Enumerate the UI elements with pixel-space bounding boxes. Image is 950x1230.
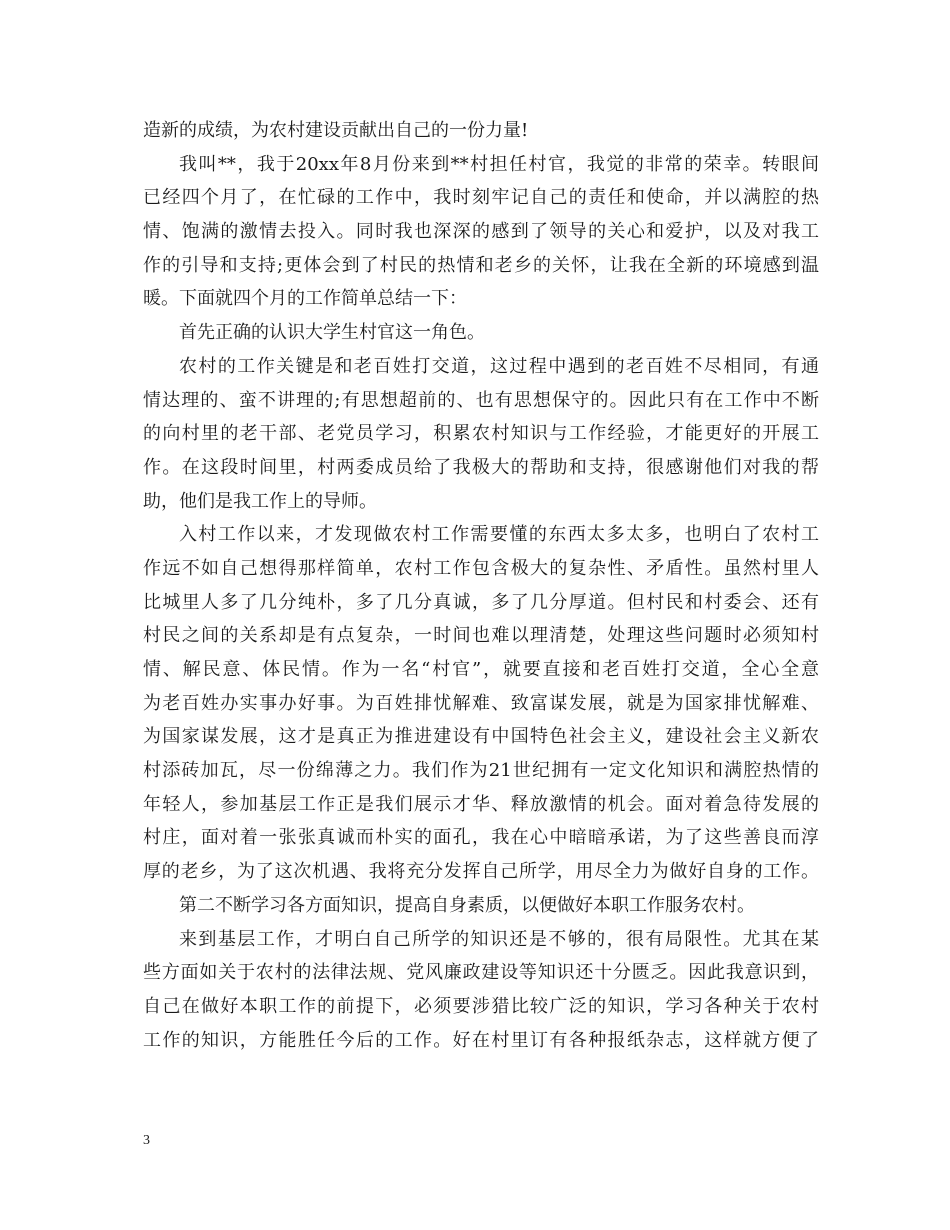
page-number: 3 — [143, 1133, 150, 1148]
text-line: 的向村里的老干部、老党员学习，积累农村知识与工作经验，才能更好的开展工 — [143, 423, 819, 445]
text-line: 村民之间的关系却是有点复杂，一时间也难以理清楚，处理这些问题时必须知村 — [143, 625, 819, 647]
text-line: 村庄，面对着一张张真诚而朴实的面孔，我在心中暗暗承诺，为了这些善良而淳 — [143, 827, 819, 849]
text-line: 些方面如关于农村的法律法规、党风廉政建设等知识还十分匮乏。因此我意识到， — [143, 962, 819, 984]
text-line: 作远不如自己想得那样简单，农村工作包含极大的复杂性、矛盾性。虽然村里人 — [143, 557, 819, 579]
document-body — [143, 114, 819, 1057]
text-line: 村添砖加瓦，尽一份绵薄之力。我们作为21世纪拥有一定文化知识和满腔热情的 — [143, 760, 819, 782]
text-line: 暖。下面就四个月的工作简单总结一下： — [143, 288, 467, 310]
text-line: 为国家谋发展，这才是真正为推进建设有中国特色社会主义，建设社会主义新农 — [143, 726, 819, 748]
text-line: 工作的知识，方能胜任今后的工作。好在村里订有各种报纸杂志，这样就方便了 — [143, 1029, 819, 1051]
text-line: 入村工作以来，才发现做农村工作需要懂的东西太多太多，也明白了农村工 — [179, 524, 819, 546]
text-line: 情达理的、蛮不讲理的;有思想超前的、也有思想保守的。因此只有在工作中不断 — [143, 389, 819, 411]
text-line: 比城里人多了几分纯朴，多了几分真诚，多了几分厚道。但村民和村委会、还有 — [143, 591, 819, 613]
text-line: 为老百姓办实事办好事。为百姓排忧解难、致富谋发展，就是为国家排忧解难、 — [143, 692, 819, 714]
text-line: 情、解民意、体民情。作为一名“村官”，就要直接和老百姓打交道，全心全意 — [143, 659, 819, 680]
text-line: 我叫**，我于20xx年8月份来到**村担任村官，我觉的非常的荣幸。转眼间 — [179, 153, 819, 175]
text-line: 作。在这段时间里，村两委成员给了我极大的帮助和支持，很感谢他们对我的帮 — [143, 456, 819, 478]
text-line: 已经四个月了，在忙碌的工作中，我时刻牢记自己的责任和使命，并以满腔的热 — [143, 187, 819, 209]
text-line: 情、饱满的激情去投入。同时我也深深的感到了领导的关心和爱护，以及对我工 — [143, 221, 819, 243]
text-line: 助，他们是我工作上的导师。 — [143, 490, 377, 512]
text-line: 来到基层工作，才明白自己所学的知识还是不够的，很有局限性。尤其在某 — [179, 928, 819, 950]
text-line: 年轻人，参加基层工作正是我们展示才华、释放激情的机会。面对着急待发展的 — [143, 793, 819, 815]
text-line: 第二不断学习各方面知识，提高自身素质，以便做好本职工作服务农村。 — [179, 894, 755, 916]
text-line: 厚的老乡，为了这次机遇、我将充分发挥自己所学，用尽全力为做好自身的工作。 — [143, 861, 819, 883]
text-line: 作的引导和支持;更体会到了村民的热情和老乡的关怀，让我在全新的环境感到温 — [143, 254, 819, 276]
text-line: 造新的成绩，为农村建设贡献出自己的一份力量! — [143, 120, 529, 141]
text-line: 首先正确的认识大学生村官这一角色。 — [179, 322, 485, 344]
text-line: 自己在做好本职工作的前提下，必须要涉猎比较广泛的知识，学习各种关于农村 — [143, 995, 819, 1017]
text-line: 农村的工作关键是和老百姓打交道，这过程中遇到的老百姓不尽相同，有通 — [179, 355, 819, 377]
